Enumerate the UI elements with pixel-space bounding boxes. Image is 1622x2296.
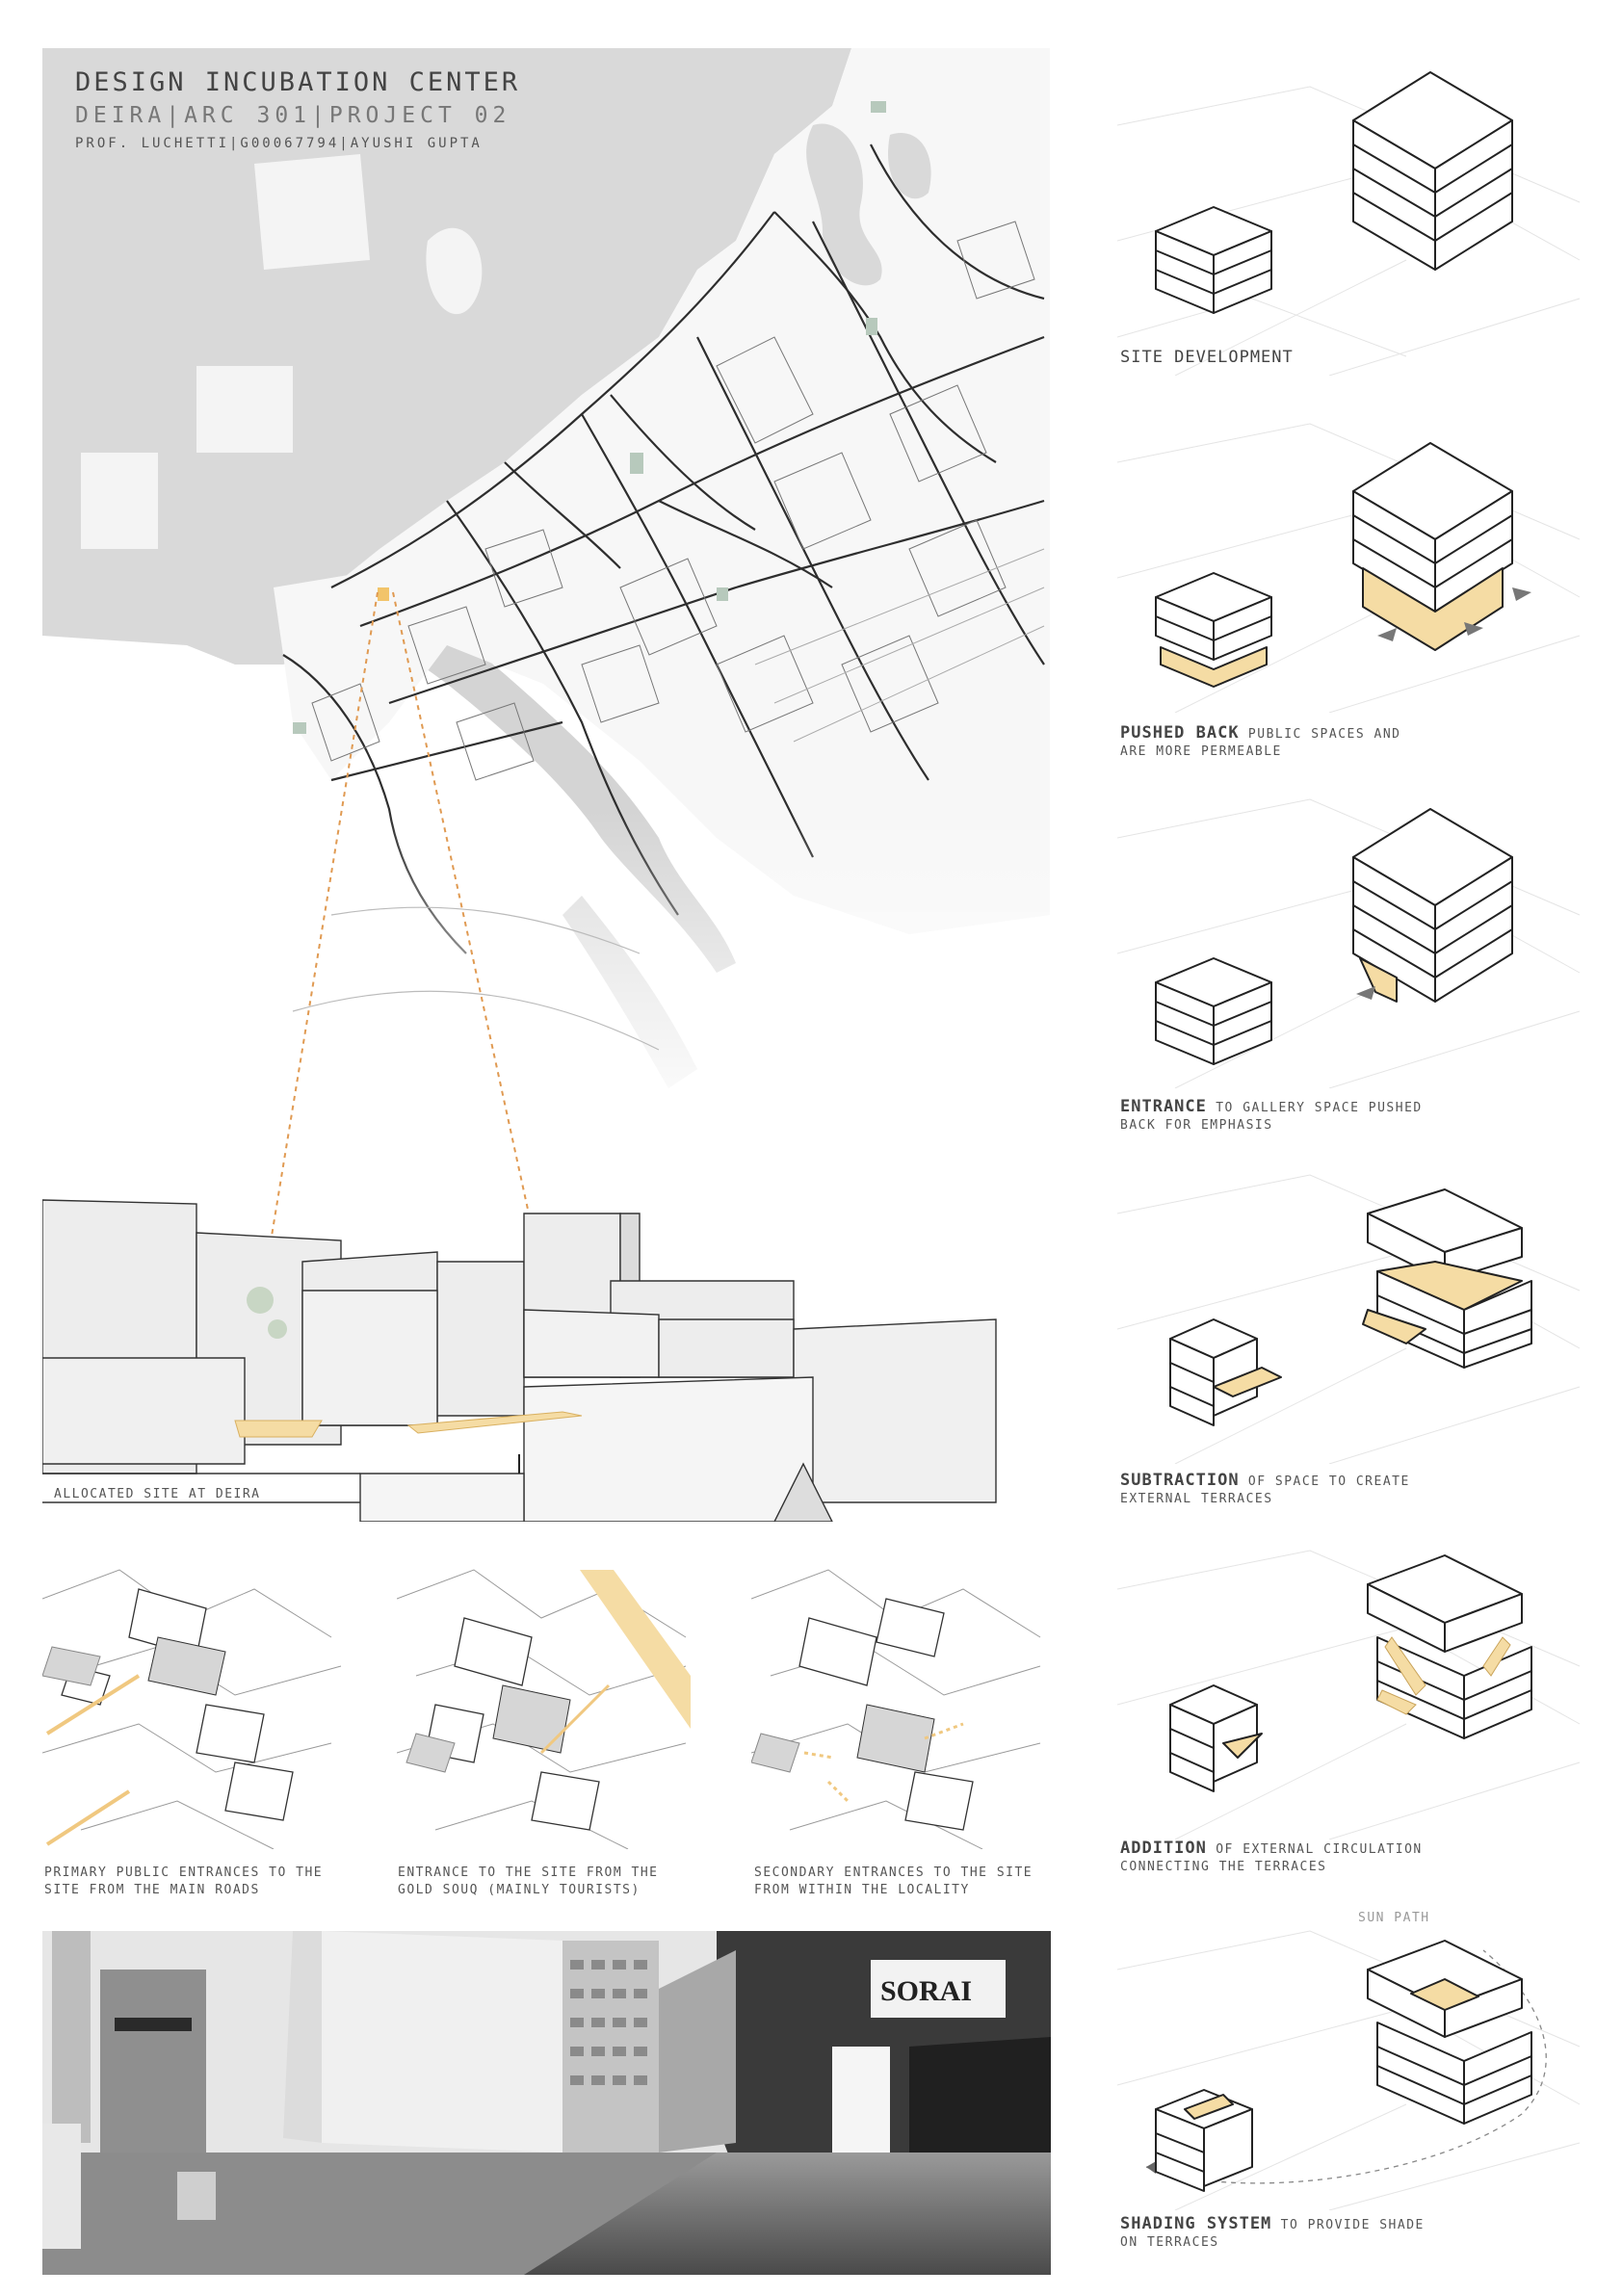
massing-text-2a: PUBLIC SPACES AND [1247, 727, 1401, 742]
massing-text-6a: TO PROVIDE SHADE [1280, 2218, 1425, 2232]
massing-caption-6 [1120, 2215, 1425, 2252]
massing-caption-2 [1120, 724, 1400, 761]
massing-caption-3 [1120, 1098, 1423, 1135]
massing-heading-4: SUBTRACTION [1120, 1471, 1240, 1490]
massing-caption-5 [1120, 1839, 1423, 1876]
site-diagram-secondary [751, 1560, 1050, 1849]
massing-caption-1 [1120, 349, 1294, 368]
massing-text-2b: ARE MORE PERMEABLE [1120, 744, 1282, 759]
massing-heading-6: SHADING SYSTEM [1120, 2214, 1272, 2233]
massing-text-4a: OF SPACE TO CREATE [1247, 1474, 1410, 1489]
massing-text-6b: ON TERRACES [1120, 2235, 1219, 2250]
diagram-caption-gold-souq: ENTRANCE TO THE SITE FROM THE GOLD SOUQ (MAINLY TOURISTS) [398, 1866, 659, 1897]
site-area-left [235, 1421, 322, 1437]
diagram-caption-secondary: SECONDARY ENTRANCES TO THE SITE FROM WITHIN THE LOCALITY [754, 1866, 1033, 1897]
massing-caption-4 [1120, 1472, 1410, 1508]
sun-path-label: SUN PATH [1358, 1911, 1430, 1925]
massing-heading-3: ENTRANCE [1120, 1097, 1207, 1116]
site-view-caption: ALLOCATED SITE AT DEIRA [54, 1487, 261, 1501]
massing-text-5b: CONNECTING THE TERRACES [1120, 1860, 1327, 1874]
project-subtitle: DEIRA|ARC 301|PROJECT 02 [75, 103, 511, 128]
project-title: DESIGN INCUBATION CENTER [75, 67, 521, 97]
massing-shading-system [1117, 1892, 1589, 2210]
massing-text-3b: BACK FOR EMPHASIS [1120, 1118, 1273, 1133]
massing-text-5a: OF EXTERNAL CIRCULATION [1216, 1842, 1423, 1857]
massing-addition [1117, 1531, 1589, 1839]
project-credits: PROF. LUCHETTI|G00067794|AYUSHI GUPTA [75, 136, 483, 151]
massing-heading-1: SITE DEVELOPMENT [1120, 348, 1294, 367]
massing-text-4b: EXTERNAL TERRACES [1120, 1492, 1273, 1506]
massing-heading-2: PUSHED BACK [1120, 723, 1240, 743]
massing-subtraction [1117, 1156, 1589, 1464]
title-block [75, 67, 520, 151]
site-perspective [42, 1185, 1015, 1522]
city-map [42, 48, 1050, 1136]
shop-sign-text: SORAI [880, 1975, 973, 2007]
site-diagram-primary [42, 1560, 355, 1849]
site-diagram-gold-souq [397, 1560, 691, 1849]
massing-site-development [1117, 48, 1589, 376]
diagram-caption-primary: PRIMARY PUBLIC ENTRANCES TO THE SITE FROM THE MAIN ROADS [44, 1866, 324, 1897]
massing-pushed-back [1117, 404, 1589, 713]
massing-entrance [1117, 780, 1589, 1088]
street-panorama-photo [42, 1931, 1051, 2275]
massing-heading-5: ADDITION [1120, 1839, 1207, 1858]
massing-text-3a: TO GALLERY SPACE PUSHED [1216, 1101, 1423, 1115]
